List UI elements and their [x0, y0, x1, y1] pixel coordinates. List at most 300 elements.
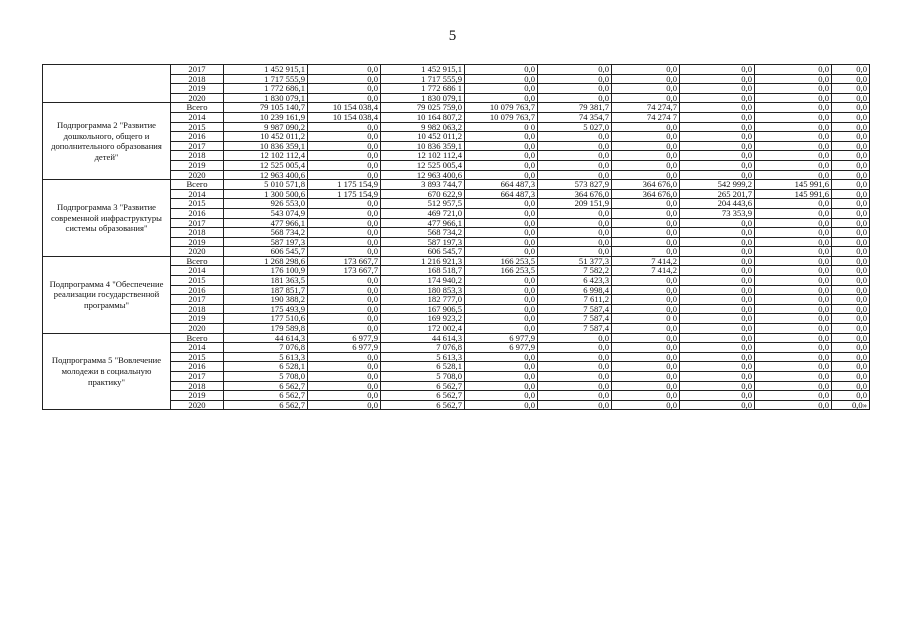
amount-cell: 0,0: [612, 285, 680, 295]
amount-cell: 0,0: [680, 112, 755, 122]
amount-cell: 12 525 005,4: [381, 160, 465, 170]
amount-cell: 0,0: [538, 170, 612, 180]
amount-cell: 7 587,4: [538, 314, 612, 324]
amount-cell: 174 940,2: [381, 276, 465, 286]
amount-cell: 0,0: [755, 304, 832, 314]
amount-cell: 180 853,3: [381, 285, 465, 295]
amount-cell: 6 423,3: [538, 276, 612, 286]
amount-cell: 0,0: [538, 391, 612, 401]
amount-cell: 0,0: [538, 65, 612, 75]
amount-cell: 0,0: [832, 218, 870, 228]
amount-cell: 0,0: [832, 324, 870, 334]
amount-cell: 0,0: [755, 276, 832, 286]
amount-cell: 0,0: [755, 352, 832, 362]
amount-cell: 0,0: [755, 324, 832, 334]
amount-cell: 0,0: [832, 247, 870, 257]
amount-cell: 0 0: [465, 122, 538, 132]
amount-cell: 0,0: [308, 295, 381, 305]
amount-cell: 0,0: [680, 333, 755, 343]
amount-cell: 0,0: [680, 228, 755, 238]
amount-cell: 51 377,3: [538, 256, 612, 266]
amount-cell: 0,0: [680, 352, 755, 362]
amount-cell: 0,0: [612, 362, 680, 372]
amount-cell: 10 239 161,9: [224, 112, 308, 122]
amount-cell: 6 528,1: [224, 362, 308, 372]
amount-cell: 0,0: [612, 324, 680, 334]
amount-cell: 0,0: [612, 381, 680, 391]
amount-cell: 6 977,9: [308, 343, 381, 353]
amount-cell: 0,0: [832, 189, 870, 199]
amount-cell: 1 175 154,9: [308, 189, 381, 199]
year-cell: 2014: [171, 112, 224, 122]
amount-cell: 7 414,2: [612, 256, 680, 266]
amount-cell: 0,0: [465, 93, 538, 103]
amount-cell: 145 991,6: [755, 180, 832, 190]
amount-cell: 0,0: [755, 228, 832, 238]
amount-cell: 0,0: [832, 84, 870, 94]
amount-cell: 0,0: [538, 372, 612, 382]
year-cell: 2018: [171, 74, 224, 84]
amount-cell: 0,0: [612, 151, 680, 161]
amount-cell: 0,0: [612, 132, 680, 142]
amount-cell: 0,0: [680, 170, 755, 180]
amount-cell: 0,0: [680, 132, 755, 142]
amount-cell: 0,0: [465, 362, 538, 372]
amount-cell: 6 562,7: [381, 391, 465, 401]
amount-cell: 265 201,7: [680, 189, 755, 199]
amount-cell: 0,0: [538, 132, 612, 142]
amount-cell: 0,0: [755, 103, 832, 113]
amount-cell: 0,0: [832, 122, 870, 132]
amount-cell: 0,0: [612, 295, 680, 305]
amount-cell: 543 074,9: [224, 208, 308, 218]
amount-cell: 0,0: [538, 74, 612, 84]
amount-cell: 0,0: [680, 74, 755, 84]
amount-cell: 10 079 763,7: [465, 103, 538, 113]
amount-cell: 606 545,7: [224, 247, 308, 257]
amount-cell: 0,0: [538, 381, 612, 391]
amount-cell: 0,0: [832, 228, 870, 238]
page-number: 5: [448, 28, 457, 44]
amount-cell: 0,0: [755, 84, 832, 94]
amount-cell: 73 353,9: [680, 208, 755, 218]
table-row: [43, 180, 870, 190]
year-cell: 2018: [171, 381, 224, 391]
amount-cell: 0,0: [308, 65, 381, 75]
year-cell: Всего: [171, 333, 224, 343]
amount-cell: 568 734,2: [224, 228, 308, 238]
amount-cell: 5 613,3: [381, 352, 465, 362]
amount-cell: 0,0: [755, 65, 832, 75]
amount-cell: 0,0: [832, 285, 870, 295]
amount-cell: 10 154 038,4: [308, 112, 381, 122]
amount-cell: 0,0: [308, 324, 381, 334]
amount-cell: 1 772 686,1: [224, 84, 308, 94]
amount-cell: 0,0: [832, 199, 870, 209]
amount-cell: 0,0: [308, 314, 381, 324]
amount-cell: 0,0: [832, 391, 870, 401]
amount-cell: 0,0: [680, 218, 755, 228]
amount-cell: 0,0: [465, 65, 538, 75]
amount-cell: 0,0: [465, 218, 538, 228]
amount-cell: 0,0: [832, 276, 870, 286]
year-cell: 2019: [171, 160, 224, 170]
amount-cell: 0,0: [465, 381, 538, 391]
amount-cell: 0,0: [832, 93, 870, 103]
amount-cell: 0,0: [755, 208, 832, 218]
amount-cell: 0,0: [612, 276, 680, 286]
amount-cell: 168 518,7: [381, 266, 465, 276]
amount-cell: 0,0: [832, 132, 870, 142]
amount-cell: 0,0: [465, 285, 538, 295]
amount-cell: 0,0: [680, 256, 755, 266]
amount-cell: 0,0: [308, 391, 381, 401]
amount-cell: 0,0: [308, 160, 381, 170]
amount-cell: 364 676,0: [612, 180, 680, 190]
amount-cell: 0,0: [308, 208, 381, 218]
amount-cell: 1 268 298,6: [224, 256, 308, 266]
amount-cell: 0,0: [465, 352, 538, 362]
amount-cell: 0,0: [465, 276, 538, 286]
amount-cell: 5 613,3: [224, 352, 308, 362]
amount-cell: 542 999,2: [680, 180, 755, 190]
amount-cell: 0,0: [755, 333, 832, 343]
amount-cell: 12 525 005,4: [224, 160, 308, 170]
amount-cell: 0,0: [832, 180, 870, 190]
year-cell: 2015: [171, 122, 224, 132]
amount-cell: 0,0: [832, 74, 870, 84]
year-cell: 2018: [171, 228, 224, 238]
amount-cell: 0,0: [612, 304, 680, 314]
amount-cell: 0,0: [612, 170, 680, 180]
amount-cell: 6 562,7: [381, 400, 465, 410]
year-cell: 2019: [171, 391, 224, 401]
amount-cell: 0,0: [465, 391, 538, 401]
amount-cell: 0,0: [680, 362, 755, 372]
amount-cell: 587 197,3: [381, 237, 465, 247]
amount-cell: 10 452 011,2: [224, 132, 308, 142]
amount-cell: 0,0: [465, 208, 538, 218]
amount-cell: 166 253,5: [465, 256, 538, 266]
amount-cell: 0,0: [538, 160, 612, 170]
year-cell: 2015: [171, 276, 224, 286]
amount-cell: 0,0: [465, 324, 538, 334]
amount-cell: 1 830 079,1: [224, 93, 308, 103]
amount-cell: 0,0: [832, 112, 870, 122]
amount-cell: 0,0: [832, 208, 870, 218]
amount-cell: 670 622,9: [381, 189, 465, 199]
amount-cell: 0,0: [465, 372, 538, 382]
table-row: [43, 65, 870, 75]
amount-cell: 0,0: [755, 314, 832, 324]
amount-cell: 0,0: [832, 343, 870, 353]
amount-cell: 7 611,2: [538, 295, 612, 305]
amount-cell: 0,0: [538, 352, 612, 362]
amount-cell: 0,0: [308, 247, 381, 257]
amount-cell: 0,0: [832, 372, 870, 382]
year-cell: 2017: [171, 65, 224, 75]
amount-cell: 0,0: [612, 352, 680, 362]
amount-cell: 6 977,9: [465, 333, 538, 343]
amount-cell: 1 717 555,9: [224, 74, 308, 84]
amount-cell: 0,0: [538, 333, 612, 343]
amount-cell: 0,0: [538, 93, 612, 103]
amount-cell: 74 274 7: [612, 112, 680, 122]
amount-cell: 0,0: [680, 247, 755, 257]
amount-cell: 0,0: [538, 247, 612, 257]
amount-cell: 74 274,7: [612, 103, 680, 113]
year-cell: Всего: [171, 180, 224, 190]
amount-cell: 7 582,2: [538, 266, 612, 276]
year-cell: 2017: [171, 218, 224, 228]
amount-cell: 0,0: [538, 237, 612, 247]
amount-cell: 0,0: [612, 208, 680, 218]
amount-cell: 0,0: [832, 352, 870, 362]
amount-cell: 6 977,9: [465, 343, 538, 353]
amount-cell: 0,0: [538, 208, 612, 218]
year-cell: 2016: [171, 285, 224, 295]
amount-cell: 167 906,5: [381, 304, 465, 314]
amount-cell: 6 998,4: [538, 285, 612, 295]
amount-cell: 0,0: [680, 103, 755, 113]
amount-cell: 0,0: [755, 247, 832, 257]
amount-cell: 0,0: [680, 276, 755, 286]
amount-cell: 0,0: [308, 122, 381, 132]
amount-cell: 0,0: [612, 84, 680, 94]
table-row: [43, 256, 870, 266]
amount-cell: 0,0: [680, 65, 755, 75]
amount-cell: 9 982 063,2: [381, 122, 465, 132]
amount-cell: 1 772 686 1: [381, 84, 465, 94]
amount-cell: 6 977,9: [308, 333, 381, 343]
amount-cell: 0,0: [612, 141, 680, 151]
amount-cell: 0,0: [680, 324, 755, 334]
amount-cell: 0,0: [308, 199, 381, 209]
year-cell: 2015: [171, 199, 224, 209]
amount-cell: 169 923,2: [381, 314, 465, 324]
amount-cell: 0,0: [465, 237, 538, 247]
amount-cell: 0,0: [832, 256, 870, 266]
amount-cell: 79 381,7: [538, 103, 612, 113]
amount-cell: 0,0: [538, 151, 612, 161]
budget-table: [42, 64, 870, 410]
amount-cell: 0,0: [308, 228, 381, 238]
amount-cell: 0,0: [832, 237, 870, 247]
amount-cell: 10 836 359,1: [224, 141, 308, 151]
amount-cell: 0,0: [308, 304, 381, 314]
amount-cell: 0,0: [755, 266, 832, 276]
year-cell: 2020: [171, 170, 224, 180]
amount-cell: 0,0: [755, 381, 832, 391]
amount-cell: 477 966,1: [224, 218, 308, 228]
amount-cell: 0,0: [465, 199, 538, 209]
amount-cell: 0,0: [680, 84, 755, 94]
amount-cell: 0,0: [612, 391, 680, 401]
amount-cell: 3 893 744,7: [381, 180, 465, 190]
amount-cell: 0,0: [308, 151, 381, 161]
amount-cell: 0,0: [308, 362, 381, 372]
amount-cell: 0,0: [680, 391, 755, 401]
year-cell: 2016: [171, 362, 224, 372]
amount-cell: 0,0: [465, 170, 538, 180]
amount-cell: 0,0: [612, 160, 680, 170]
amount-cell: 0,0: [308, 218, 381, 228]
amount-cell: 1 452 915,1: [224, 65, 308, 75]
amount-cell: 0,0: [832, 295, 870, 305]
amount-cell: 0,0: [755, 74, 832, 84]
amount-cell: 44 614,3: [381, 333, 465, 343]
amount-cell: 173 667,7: [308, 256, 381, 266]
amount-cell: 1 175 154,9: [308, 180, 381, 190]
amount-cell: 0,0: [308, 74, 381, 84]
amount-cell: 177 510,6: [224, 314, 308, 324]
amount-cell: 0,0: [612, 228, 680, 238]
amount-cell: 664 487,3: [465, 189, 538, 199]
amount-cell: 5 010 571,8: [224, 180, 308, 190]
amount-cell: 0,0: [308, 372, 381, 382]
amount-cell: 7 076,8: [224, 343, 308, 353]
amount-cell: 0,0: [680, 266, 755, 276]
amount-cell: 0,0: [755, 237, 832, 247]
amount-cell: 0,0: [538, 400, 612, 410]
year-cell: 2020: [171, 93, 224, 103]
amount-cell: 0,0: [755, 391, 832, 401]
amount-cell: 10 836 359,1: [381, 141, 465, 151]
amount-cell: 0,0: [612, 237, 680, 247]
amount-cell: 512 957,5: [381, 199, 465, 209]
amount-cell: 182 777,0: [381, 295, 465, 305]
amount-cell: 0,0: [465, 247, 538, 257]
amount-cell: 0,0: [680, 141, 755, 151]
amount-cell: 606 545,7: [381, 247, 465, 257]
amount-cell: 0,0: [755, 151, 832, 161]
amount-cell: 6 562,7: [224, 400, 308, 410]
amount-cell: 0,0: [680, 343, 755, 353]
amount-cell: 7 587,4: [538, 304, 612, 314]
amount-cell: 0,0: [755, 362, 832, 372]
amount-cell: 0,0: [680, 160, 755, 170]
amount-cell: 0,0: [465, 151, 538, 161]
amount-cell: 12 963 400,6: [381, 170, 465, 180]
amount-cell: 587 197,3: [224, 237, 308, 247]
amount-cell: 0,0: [755, 285, 832, 295]
amount-cell: 0,0: [612, 372, 680, 382]
amount-cell: 0,0: [680, 237, 755, 247]
amount-cell: 0,0: [465, 132, 538, 142]
amount-cell: 0,0: [538, 343, 612, 353]
year-cell: 2020: [171, 324, 224, 334]
amount-cell: 0 0: [612, 314, 680, 324]
amount-cell: 5 708,0: [381, 372, 465, 382]
subprogram-name-cell: Подпрограмма 4 "Обеспечение реализации государственной программы": [43, 256, 171, 333]
amount-cell: 0,0: [465, 228, 538, 238]
year-cell: 2019: [171, 84, 224, 94]
amount-cell: 1 216 921,3: [381, 256, 465, 266]
amount-cell: 0,0: [755, 343, 832, 353]
amount-cell: 204 443,6: [680, 199, 755, 209]
amount-cell: 0,0: [308, 237, 381, 247]
amount-cell: 469 721,0: [381, 208, 465, 218]
amount-cell: 0,0: [308, 84, 381, 94]
amount-cell: 0,0: [308, 352, 381, 362]
amount-cell: 0,0: [832, 304, 870, 314]
year-cell: 2014: [171, 266, 224, 276]
amount-cell: 0,0: [832, 333, 870, 343]
amount-cell: 0,0: [538, 218, 612, 228]
amount-cell: 209 151,9: [538, 199, 612, 209]
subprogram-name-cell: Подпрограмма 5 "Вовлечение молодежи в социальную практику": [43, 333, 171, 410]
amount-cell: 0,0: [308, 170, 381, 180]
amount-cell: 175 493,9: [224, 304, 308, 314]
amount-cell: 1 452 915,1: [381, 65, 465, 75]
amount-cell: 181 363,5: [224, 276, 308, 286]
subprogram-name-cell: Подпрограмма 2 "Развитие дошкольного, общего и дополнительного образования детей": [43, 103, 171, 180]
amount-cell: 0,0: [308, 381, 381, 391]
amount-cell: 573 827,9: [538, 180, 612, 190]
amount-cell: 0,0: [755, 132, 832, 142]
amount-cell: 1 300 500,6: [224, 189, 308, 199]
amount-cell: 0,0: [612, 65, 680, 75]
amount-cell: 0,0: [832, 103, 870, 113]
year-cell: 2017: [171, 372, 224, 382]
amount-cell: 0,0: [465, 314, 538, 324]
amount-cell: 926 553,0: [224, 199, 308, 209]
amount-cell: 0,0: [755, 218, 832, 228]
amount-cell: 477 966,1: [381, 218, 465, 228]
amount-cell: 0,0: [465, 160, 538, 170]
year-cell: 2019: [171, 237, 224, 247]
amount-cell: 0,0: [680, 314, 755, 324]
amount-cell: 0,0: [832, 362, 870, 372]
amount-cell: 0,0: [612, 343, 680, 353]
amount-cell: 6 562,7: [381, 381, 465, 391]
amount-cell: 0,0: [612, 74, 680, 84]
amount-cell: 0,0: [680, 122, 755, 132]
amount-cell: 0,0: [308, 276, 381, 286]
amount-cell: 173 667,7: [308, 266, 381, 276]
amount-cell: 0,0: [465, 84, 538, 94]
year-cell: 2018: [171, 151, 224, 161]
amount-cell: 74 354,7: [538, 112, 612, 122]
amount-cell: 7 587,4: [538, 324, 612, 334]
year-cell: 2017: [171, 295, 224, 305]
amount-cell: 0,0: [755, 400, 832, 410]
amount-cell: 0,0: [612, 93, 680, 103]
year-cell: 2017: [171, 141, 224, 151]
amount-cell: 79 025 759,0: [381, 103, 465, 113]
table-row: [43, 333, 870, 343]
amount-cell: 0,0: [832, 160, 870, 170]
amount-cell: 0,0: [755, 295, 832, 305]
year-cell: 2020: [171, 247, 224, 257]
amount-cell: 0,0: [755, 160, 832, 170]
amount-cell: 0,0: [680, 285, 755, 295]
amount-cell: 0,0: [832, 266, 870, 276]
amount-cell: 0,0: [308, 132, 381, 142]
amount-cell: 12 963 400,6: [224, 170, 308, 180]
amount-cell: 79 105 140,7: [224, 103, 308, 113]
amount-cell: 664 487,3: [465, 180, 538, 190]
amount-cell: 0,0: [538, 362, 612, 372]
amount-cell: 0,0: [832, 314, 870, 324]
amount-cell: 0,0: [680, 295, 755, 305]
year-cell: Всего: [171, 103, 224, 113]
amount-cell: 0,0: [680, 381, 755, 391]
amount-cell: 0,0: [832, 141, 870, 151]
year-cell: 2020: [171, 400, 224, 410]
amount-cell: 364 676,0: [538, 189, 612, 199]
amount-cell: 0,0: [755, 256, 832, 266]
